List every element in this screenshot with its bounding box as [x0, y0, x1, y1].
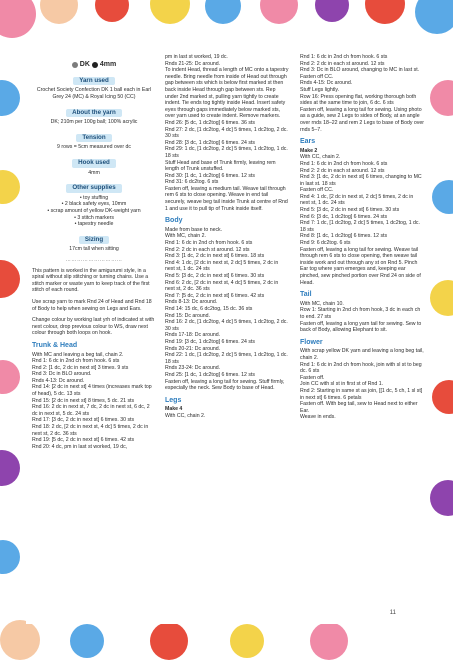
instruction-line: Made from base to neck. — [165, 226, 223, 233]
instruction-line: Rnd 28: [3 dc, 1 dc2tog] 6 times. 24 sts — [165, 139, 255, 146]
hook-text: 4mm — [88, 169, 100, 176]
flower-decoration — [230, 624, 264, 658]
intro-paragraph: Use scrap yarn to mark Rnd 24 of Head and Rnd 18 of Body to help when sewing on Legs and Ears. — [32, 298, 152, 312]
instruction-line: Make 4 — [165, 406, 183, 413]
flower-decoration — [415, 0, 453, 34]
supply-item: • 2 black safety eyes, 10mm — [61, 201, 127, 208]
instruction-line: Fasten off, leaving a long tail for sewing. Stuff firmly, especially the neck. Sew Body to base of Head. — [165, 378, 285, 392]
flower-decoration — [205, 0, 241, 24]
instruction-line: Rnd 9: 6 dc2tog. 6 sts — [300, 240, 351, 247]
instruction-line: With MC, chain 2. — [165, 233, 206, 240]
flower-decoration — [150, 0, 190, 24]
instruction-line: Rnd 2: 2 dc in each st around. 12 sts — [165, 246, 250, 253]
instruction-line: Rnd 3: [1 dc, 2 dc in next st] 6 times. 18 sts — [165, 253, 265, 260]
instruction-line: Rnds 17-18: Dc around. — [165, 332, 221, 339]
instruction-line: Rnd 22: 1 dc, [1 dc2tog, 2 dc] 5 times, 1 dc2tog, 1 dc. 18 sts — [165, 352, 288, 365]
instruction-line: Fasten off, leaving a long yarn tail for sewing. Sew to back of Body, allowing Elephant to sit. — [300, 320, 422, 334]
instruction-line: Rnds 4-13: Dc around. — [32, 377, 85, 384]
tension-text: 9 rows = 5cm measured over dc — [57, 144, 131, 151]
instruction-line: Fasten off, leaving a long tail for sewing. Weave tail through rem 6 sts to close opening, then weave tail inside work and out through any st on Rnd 5. Pinch Ear tog where yarn emerges and, keeping ear pinched, sew pinched portion over Rnd 24 on side of Head. — [300, 246, 421, 286]
sizing-text: 17cm tall when sitting — [69, 246, 119, 253]
flower-decoration — [0, 80, 20, 116]
page-number: 11 — [389, 610, 396, 616]
instruction-line: With scrap yellow DK yarn and leaving a long beg tail, chain 2. — [300, 348, 424, 361]
yarn-weight-tag — [72, 62, 116, 69]
instruction-line: Rnds 8-13: Dc around. — [165, 299, 218, 306]
flower-decoration — [0, 540, 20, 574]
instruction-line: Join CC with sl st in first st of Rnd 1. — [300, 381, 384, 388]
supply-item: • tapestry needle — [74, 221, 114, 228]
instruction-line: Rnd 1: 6 dc in 2nd ch from hook. 6 sts — [165, 240, 253, 247]
flower-decoration — [260, 0, 298, 24]
instruction-line: Rnd 25: [1 dc, 1 dc2tog] 6 times. 12 sts — [165, 371, 255, 378]
yarn-used-text: Crochet Society Confection DK 1 ball each in Earl Grey 24 (MC) & Royal Icing 50 (CC) — [36, 87, 152, 101]
column-2 — [165, 54, 289, 419]
instruction-line: Rnds 21-25: Dc around. — [165, 60, 221, 67]
instruction-line: Rnd 31: 6 dc2tog. 6 sts — [165, 179, 219, 186]
hook-size-label: 4mm — [99, 61, 117, 68]
about-yarn-text: DK; 210m per 100g ball; 100% acrylic — [50, 119, 138, 126]
instruction-line: Rnd 3: Dc in BLO around, changing to MC in last st. — [300, 67, 420, 74]
instruction-line: With CC, chain 2. — [300, 154, 341, 161]
flower-decoration — [432, 380, 453, 414]
trunk-head-heading: Trunk & Head — [32, 341, 78, 349]
instruction-line: Weave in ends. — [300, 414, 336, 421]
flower-decoration — [315, 0, 349, 22]
instruction-line: Rnd 6: 2 dc, [2 dc in next st, 4 dc] 5 times, 2 dc in next st, 2 dc. 36 sts — [165, 279, 279, 293]
instruction-line: Rnd 26: [5 dc, 1 dc2tog] 6 times. 36 sts — [165, 119, 255, 126]
instruction-line: Rnd 30: [1 dc, 1 dc2tog] 6 times. 12 sts — [165, 172, 255, 179]
instruction-line: Make 2 — [300, 147, 318, 154]
instruction-line: Rnd 4: 1 dc, [2 dc in next st, 2 dc] 5 times, 2 dc in next st, 1 dc. 24 sts — [165, 259, 279, 273]
flower-decoration — [0, 620, 40, 660]
instruction-line: Rnd 1: 6 dc in 2nd ch from hook. 6 sts — [300, 160, 388, 167]
flower-decoration — [365, 0, 405, 24]
instruction-line: Rnd 2: [1 dc, 2 dc in next st] 3 times. 9 sts — [32, 364, 129, 371]
instruction-line: Fasten off. With beg tail, sew to Head next to either Ear. — [300, 401, 418, 414]
instruction-line: With CC, chain 2. — [165, 412, 206, 419]
instruction-line: Rnd 2: 2 dc in each st around. 12 sts — [300, 167, 385, 174]
instruction-line: With MC, chain 10. — [300, 300, 344, 307]
instruction-line: Stuff Head and base of Trunk firmly, leaving rem length of Trunk unstuffed. — [165, 159, 276, 173]
column-1 — [32, 54, 156, 450]
instruction-line: Fasten off. — [300, 374, 325, 381]
instruction-line: Rnd 16: 2 dc in next st, 7 dc, 2 dc in next st, 6 dc, 2 dc in next st, 5 dc. 24 sts — [32, 404, 150, 417]
instruction-line: Rnd 7: 1 dc, [1 dc2tog, 2 dc] 5 times, 1 dc2tog, 1 dc. 18 sts — [300, 220, 420, 233]
instruction-line: To indent Head, thread a length of MC onto a tapestry needle. Bring needle from inside of Head out through gap between sts which is below first marked st then back inside Head through gap between sts. Rep under 2nd marked st, pulling yarn tightly to create indent. Tie ends tog tightly inside Head. Insert safety eyes through gaps immediately below marked sts, over yarn used to create indent. Remove markers. — [165, 67, 289, 120]
instruction-line: Rnd 3: [1 dc, 2 dc in next st] 6 times, changing to MC in last st. 18 sts — [300, 174, 422, 187]
intro-paragraph: Change colour by working last yrh of indicated st with next colour, drop previous colour to WS, draw next colour through both loops on hook. — [32, 317, 155, 337]
flower-decoration — [430, 280, 453, 316]
flower-decoration — [430, 480, 453, 516]
flower-decoration — [70, 624, 104, 658]
instruction-line: Rnd 8: [1 dc, 1 dc2tog] 6 times. 12 sts — [300, 233, 388, 240]
instruction-line: Rnd 19: [5 dc, 2 dc in next st] 6 times. 42 sts — [32, 437, 135, 444]
flower-decoration — [310, 622, 348, 660]
instruction-line: Rnds 4-15: Dc around. — [300, 80, 353, 87]
instruction-line: Rnd 29: 1 dc, [1 dc2tog, 2 dc] 5 times, 1 dc2tog, 1 dc. 18 sts — [165, 146, 288, 159]
flower-decoration — [430, 80, 453, 116]
flower-decoration — [432, 180, 453, 214]
instruction-line: Rnd 15: [2 dc in next st] 8 times, 5 dc. 21 sts — [32, 397, 135, 404]
instruction-line: Rnd 6: [3 dc, 1 dc2tog] 6 times. 24 sts — [300, 213, 388, 220]
instruction-line: Rnd 19: [3 dc, 1 dc2tog] 6 times. 24 sts — [165, 338, 255, 345]
instruction-line: Rnd 7: [5 dc, 2 dc in next st] 6 times. 42 sts — [165, 292, 265, 299]
sizing-heading: Sizing — [79, 236, 109, 245]
trunk-head-instructions — [32, 352, 156, 451]
instruction-line: Rnd 4: 1 dc, [2 dc in next st, 2 dc] 5 times, 2 dc in next st, 1 dc. 24 sts — [300, 193, 414, 207]
column-3 — [300, 54, 424, 421]
instruction-line: Rnd 15: Dc around. — [165, 312, 210, 319]
instruction-line: Rnd 16: 2 dc, [1 dc2tog, 4 dc] 5 times, 1 dc2tog, 2 dc. 30 sts — [165, 319, 288, 332]
instruction-line: Rnd 1: 6 dc in 2nd ch from hook, join with sl st to beg dc. 6 sts — [300, 361, 422, 375]
legs-heading: Legs — [165, 396, 182, 404]
instruction-line: Rnd 27: 2 dc, [1 dc2tog, 4 dc] 5 times, 1 dc2tog, 2 dc. 30 sts — [165, 126, 288, 140]
flower-heading: Flower — [300, 338, 323, 346]
yarn-ball-icon — [72, 62, 78, 68]
supply-item: • toy stuffing — [79, 194, 109, 201]
instruction-line: Rnds 20-21: Dc around. — [165, 345, 221, 352]
flower-decoration — [40, 0, 78, 24]
intro-paragraph: This pattern is worked in the amigurumi style, in a spiral without slip stitching or turning chains. Use a stitch marker or waste yarn to keep track of the first stitch of each round. — [32, 267, 150, 294]
flower-decoration — [0, 0, 36, 38]
instruction-line: Rnd 2: 2 dc in each st around. 12 sts — [300, 60, 385, 67]
instruction-line: Rnd 3: Dc in BLO around. — [32, 371, 92, 378]
body-heading: Body — [165, 217, 183, 225]
instruction-line: Fasten off CC. — [300, 187, 334, 194]
instruction-line: pm in last st worked, 19 dc. — [165, 54, 228, 60]
dk-label: DK — [79, 61, 90, 68]
instruction-line: Fasten off, leaving a long tail for sewing. Using photo as a guide, sew 2 Legs to sides of Body, at an angle over rnds 18–22 and rem 2 Legs to base of Body over rnds 5–7. — [300, 106, 425, 133]
yarn-used-heading: Yarn used — [73, 77, 115, 86]
hook-heading: Hook used — [72, 159, 116, 168]
instruction-line: With MC and leaving a beg tail, chain 2. — [32, 351, 124, 358]
instruction-line: Rnd 1: 6 dc in 2nd ch from hook. 6 sts — [32, 358, 120, 365]
supplies-list — [32, 195, 156, 228]
instruction-line: Rnd 14: 15 dc, 6 dc2tog, 15 dc. 36 sts — [165, 305, 253, 312]
instruction-line: Rnd 5: [3 dc, 2 dc in next st] 6 times. 30 sts — [300, 207, 400, 214]
flower-decoration — [0, 170, 20, 204]
flower-decoration — [0, 360, 20, 394]
flower-decoration — [0, 260, 20, 298]
instruction-line: Rnd 17: [3 dc, 2 dc in next st] 6 times. 30 sts — [32, 417, 135, 424]
instruction-line: Stuff Legs lightly. — [300, 86, 340, 93]
flower-decoration — [95, 0, 129, 22]
dotted-divider: ………………………… — [65, 256, 123, 263]
about-yarn-heading: About the yarn — [66, 109, 122, 118]
tail-heading: Tail — [300, 291, 312, 299]
flower-decoration — [0, 450, 20, 486]
ears-heading: Ears — [300, 138, 316, 146]
instruction-line: Fasten off, leaving a medium tail. Weave tail through rem 6 sts to close opening. Weave in end tail securely, weave beg tail inside Trunk at centre of Rnd 1 and use it to pull tip of Trunk inside itself. — [165, 185, 288, 212]
instruction-line: Rnd 18: 2 dc, [2 dc in next st, 4 dc] 5 times, 2 dc in next st, 2 dc. 36 sts — [32, 424, 149, 437]
flower-decoration — [150, 622, 188, 660]
instruction-line: Rnds 23-24: Dc around. — [165, 365, 221, 372]
instruction-line: Row 1: Starting in 2nd ch from hook, 3 dc in each ch to end. 27 sts — [300, 307, 421, 320]
supply-item: • scrap amount of yellow DK-weight yarn — [47, 208, 141, 215]
supply-item: • 3 stitch markers — [74, 214, 114, 221]
instruction-line: Fasten off CC. — [300, 73, 334, 80]
hook-icon — [92, 62, 98, 68]
instruction-line: Row 16: Press opening flat, working thorough both sides at the same time to join, 6 dc. 6 sts — [300, 93, 417, 107]
instruction-line: Rnd 14: [2 dc in next st] 4 times (increases mark top of head), 5 dc. 13 sts — [32, 384, 152, 398]
pattern-page — [26, 44, 426, 624]
instruction-line: Rnd 1: 6 dc in 2nd ch from hook. 6 sts — [300, 54, 388, 60]
tension-heading: Tension — [76, 134, 111, 143]
instruction-line: Rnd 2: Starting in same st as join, [[1 dc, 5 ch, 1 sl st] in next st] 6 times. 6 petals — [300, 387, 423, 401]
instruction-line: Rnd 20: 4 dc, pm in last st worked, 19 dc, — [32, 443, 128, 450]
supplies-heading: Other supplies — [66, 184, 121, 193]
instruction-line: Rnd 5: [3 dc, 2 dc in next st] 6 times. 30 sts — [165, 273, 265, 279]
